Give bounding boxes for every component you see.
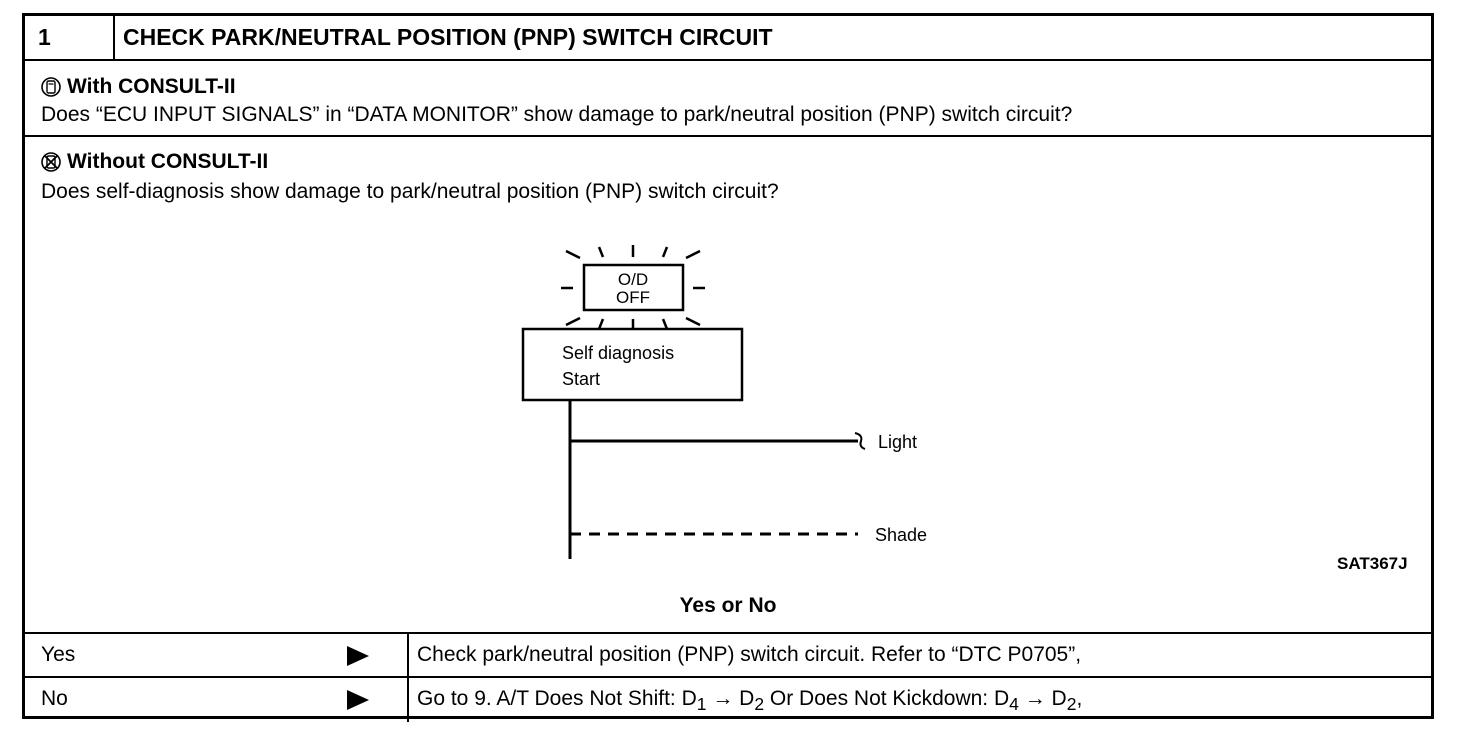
with-consult-title: With CONSULT-II	[67, 75, 236, 98]
box-label-self-diagnosis: Self diagnosis	[562, 343, 675, 363]
arrow-right-icon	[347, 646, 369, 666]
answer-row-no	[25, 676, 1431, 722]
box-label-start: Start	[562, 369, 601, 389]
lamp-label-od: O/D	[617, 270, 649, 289]
figure-code: SAT367J	[1337, 554, 1408, 573]
answer-text-yes: Check park/neutral position (PNP) switch circuit. Refer to “DTC P0705”,	[417, 643, 1082, 666]
self-diagnosis-box	[523, 329, 742, 400]
without-consult-question: Does self-diagnosis show damage to park/neutral position (PNP) switch circuit?	[41, 180, 779, 203]
row-divider	[407, 678, 409, 722]
answer-row-yes	[25, 632, 1431, 676]
answer-label-yes: Yes	[41, 643, 76, 666]
row-divider	[407, 634, 409, 676]
without-consult-title: Without CONSULT-II	[67, 150, 269, 173]
lamp-label-off: OFF	[616, 288, 650, 307]
procedure-table	[22, 13, 1434, 719]
arrow-right-icon	[347, 690, 369, 710]
self-diagnosis-diagram	[25, 16, 1431, 596]
yes-or-no-prompt: Yes or No	[679, 594, 777, 617]
light-label: Light	[878, 432, 918, 452]
shade-label: Shade	[875, 525, 928, 545]
step-number: 1	[25, 16, 115, 59]
with-consult-question: Does “ECU INPUT SIGNALS” in “DATA MONITOR” show damage to park/neutral position (PNP) switch circuit?	[41, 103, 1073, 126]
answer-text-no: Go to 9. A/T Does Not Shift: $D_1 \to D_2$ Or Does Not Kickdown: $D_4 \to D_2$,	[417, 687, 1083, 715]
answer-label-no: No	[41, 687, 68, 710]
step-title: CHECK PARK/NEUTRAL POSITION (PNP) SWITCH CIRCUIT	[123, 24, 773, 50]
